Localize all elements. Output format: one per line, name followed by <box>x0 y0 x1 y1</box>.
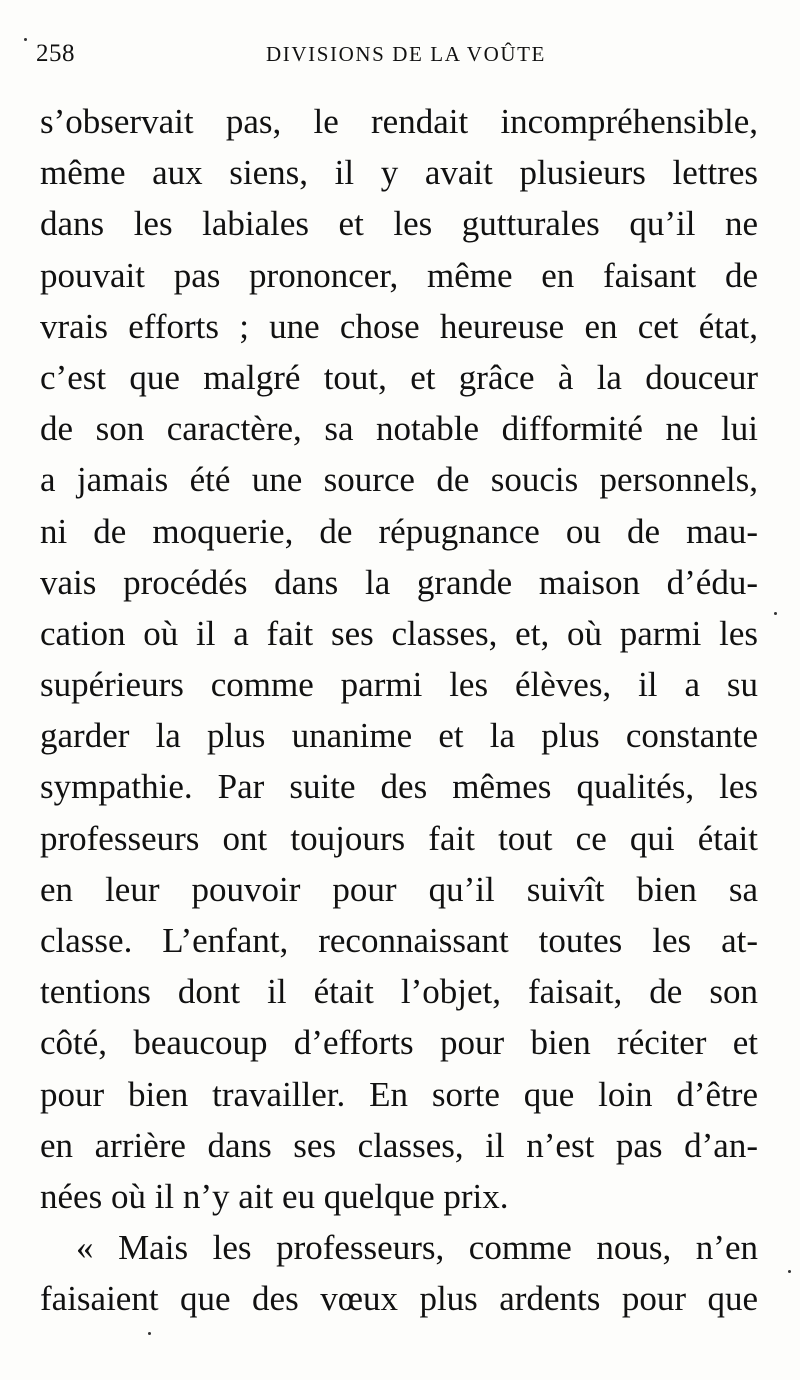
text-line: s’observait pas, le rendait incompréhensible, <box>40 102 758 141</box>
text-line-paragraph-start: « Mais les professeurs, comme nous, n’en <box>76 1228 758 1268</box>
print-speck <box>774 612 777 615</box>
text-line: vais procédés dans la grande maison d’édu- <box>40 562 758 602</box>
text-line: sympathie. Par suite des mêmes qualités, les <box>40 767 758 807</box>
text-line: c’est que malgré tout, et grâce à la douceur <box>40 357 758 397</box>
text-line: dans les labiales et les gutturales qu’il ne <box>40 204 758 244</box>
text-line: cation où il a fait ses classes, et, où parmi les <box>40 613 758 653</box>
print-speck <box>24 38 27 41</box>
page-number: 258 <box>36 40 75 67</box>
body-text <box>40 96 758 1325</box>
text-line: côté, beaucoup d’efforts pour bien réciter et <box>40 1023 758 1063</box>
text-line: tentions dont il était l’objet, faisait, de son <box>40 972 758 1012</box>
text-line: de son caractère, sa notable difformité ne lui <box>40 409 758 449</box>
text-line: faisaient que des vœux plus ardents pour que <box>40 1279 758 1319</box>
text-line: garder la plus unanime et la plus constante <box>40 716 758 756</box>
running-head <box>36 40 762 74</box>
text-line: pour bien travailler. En sorte que loin d’être <box>40 1074 758 1114</box>
text-line: en arrière dans ses classes, il n’est pas d’an- <box>40 1125 758 1165</box>
text-line: pouvait pas prononcer, même en faisant de <box>40 255 758 295</box>
print-speck <box>148 1332 151 1335</box>
print-speck <box>788 1270 791 1273</box>
text-line: ni de moquerie, de répugnance ou de mau- <box>40 511 758 551</box>
text-line: a jamais été une source de soucis personnels, <box>40 460 758 500</box>
text-line: vrais efforts ; une chose heureuse en cet état, <box>40 306 758 346</box>
text-line: en leur pouvoir pour qu’il suivît bien sa <box>40 869 758 909</box>
text-line: même aux siens, il y avait plusieurs lettres <box>40 153 758 193</box>
text-line-paragraph-end: nées où il n’y ait eu quelque prix. <box>40 1176 509 1216</box>
running-title: DIVISIONS DE LA VOÛTE <box>266 42 546 66</box>
text-line: professeurs ont toujours fait tout ce qui était <box>40 818 758 858</box>
text-line: classe. L’enfant, reconnaissant toutes les at- <box>40 921 758 960</box>
text-line: supérieurs comme parmi les élèves, il a su <box>40 665 758 705</box>
